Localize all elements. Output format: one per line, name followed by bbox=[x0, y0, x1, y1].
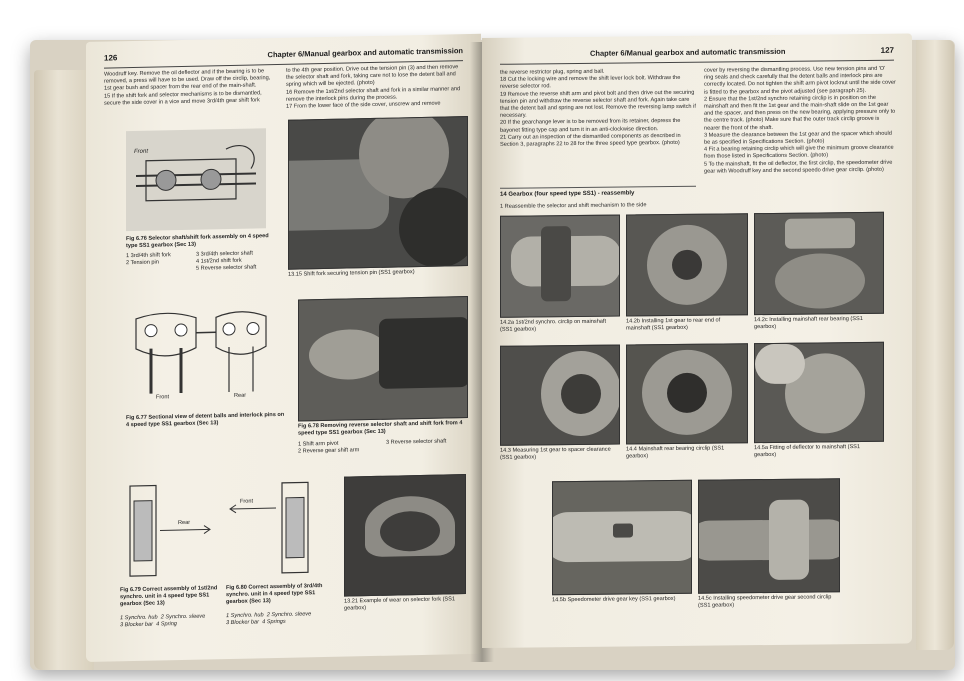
photo-14-4 bbox=[626, 343, 748, 444]
fig-6-78-caption bbox=[298, 420, 466, 437]
fig-6-80-front-label: Front bbox=[240, 498, 254, 505]
photo-14-3-caption: 14.3 Measuring 1st gear to spacer clearance (SS1 gearbox) bbox=[500, 446, 611, 461]
photo-14-5c bbox=[698, 478, 840, 593]
fig-6-78-items-b bbox=[386, 438, 466, 446]
right-text-col2: cover by reversing the dismantling process. Use new tension pins and 'O' ring seals and check carefully that the detent balls and interlock pins are correctly located. Do not tighten the shift arm pivot locknut until the side cover is fitted to the gearbox and the pivot adjusted (see paragraph 25). 2 Ensure that the 1st/2nd synchro retaining circlip is in position on the mainshaft and then fit the 1st gear and the main-shaft slide on the 1st gear and the spacer, and then press on the new bearing, applying pressure only to the centre track. (photo) Make sure that the outer track circlip groove is nearer the front of the shaft. 3 Measure the clearance between the 1st gear and the spacer which should be as specified in Specifications Section. (photo) 4 Fit a bearing retaining circlip which will give the minimum groove clearance from those listed in Specifications Section. (photo) 5 To the mainshaft, fit the oil deflector, the first circlip, the speedometer drive gear with Woodruff key and the second speedo drive gear circlip. (photo) bbox=[704, 65, 896, 175]
fig-6-78-items-a bbox=[298, 440, 388, 455]
photo-synchro bbox=[541, 226, 571, 301]
fig-6-79-item: 4 Spring bbox=[156, 620, 177, 628]
photo-hand bbox=[309, 329, 389, 381]
photo-bearing bbox=[785, 218, 855, 249]
fig-6-79-item: 3 Blocker bar bbox=[120, 621, 153, 629]
fig-6-79-items bbox=[120, 613, 220, 629]
fig-6-78-photo bbox=[298, 296, 468, 422]
left-intro-text-col2: to the 4th gear position. Drive out the tension pin (3) and then remove the selector shaft and fork, taking care not to lose the detent ball and spring which will be ejected. (photo) 16 Remove the 1st/2nd selector shaft and fork in a similar manner and remove the interlock pins during the process. 17 From the lower face of the side cover, unscrew and remove bbox=[286, 64, 461, 110]
photo-13-15-caption: 13.15 Shift fork securing tension pin (SS1 gearbox) bbox=[288, 269, 415, 278]
photo-13-21 bbox=[344, 474, 466, 597]
left-page-number: 126 bbox=[104, 53, 118, 63]
fig-6-76-item: 1 3rd/4th shift fork bbox=[126, 252, 171, 260]
fig-6-80-item: 4 Springs bbox=[262, 618, 286, 626]
fig-6-79-caption-text: Fig 6.79 Correct assembly of 1st/2nd synchro. unit in 4 speed type SS1 gearbox (Sec 13) bbox=[120, 585, 218, 607]
left-page-chapter-title: Chapter 6/Manual gearbox and automatic transmission bbox=[267, 46, 463, 60]
left-page bbox=[86, 34, 481, 662]
right-page-chapter-title: Chapter 6/Manual gearbox and automatic transmission bbox=[590, 46, 786, 58]
photo-hand bbox=[755, 344, 805, 385]
fig-6-77-caption-text: Fig 6.77 Sectional view of detent balls and interlock pins on 4 speed type SS1 gearbox (Sec 13) bbox=[126, 411, 285, 428]
right-page bbox=[482, 33, 912, 648]
fig-6-80-item: 2 Synchro. sleeve bbox=[266, 611, 312, 619]
photo-14-5a bbox=[754, 342, 884, 443]
photo-14-5c-caption: 14.5c Installing speedometer drive gear second circlip (SS1 gearbox) bbox=[698, 594, 832, 609]
photo-14-2a-caption: 14.2a 1st/2nd synchro. circlip on mainshaft (SS1 gearbox) bbox=[500, 318, 607, 333]
fig-6-80-item: 1 Synchro. hub bbox=[226, 612, 264, 620]
fig-6-76-item: 3 3rd/4th selector shaft bbox=[196, 250, 253, 258]
photo-14-4-caption: 14.4 Mainshaft rear bearing circlip (SS1 gearbox) bbox=[626, 445, 725, 460]
photo-13-15 bbox=[288, 116, 468, 270]
fig-6-80-caption-text: Fig 6.80 Correct assembly of 3rd/4th synchro. unit in 4 speed type SS1 gearbox (Sec 13) bbox=[226, 583, 323, 605]
fig-6-76-caption-text: Fig 6.76 Selector shaft/shift fork assembly on 4 speed type SS1 gearbox (Sec 13) bbox=[126, 233, 269, 249]
photo-key bbox=[613, 523, 633, 537]
fig-6-79-caption bbox=[120, 585, 220, 607]
fig-6-77-caption bbox=[126, 412, 286, 429]
fig-6-80-caption bbox=[226, 583, 326, 605]
fig-6-80-drawing bbox=[226, 477, 322, 579]
fig-6-76-drawing bbox=[126, 128, 266, 231]
photo-bearing-center bbox=[667, 373, 707, 413]
left-intro-text-col1: Woodruff key. Remove the oil deflector and if the bearing is to be removed, a press will have to be used. Draw off the circlip, bearing, 1st gear bush and spacer from the rear end of the main-shaft. 15 If the shift fork and selector mechanisms is to be dismantled, secure the side cover in a vice and move 3rd/4th gear shift fork bbox=[104, 68, 271, 107]
fig-6-76-items-b bbox=[196, 250, 276, 272]
photo-14-2b bbox=[626, 213, 748, 316]
fig-6-76-caption bbox=[126, 233, 276, 250]
fig-6-78-item: 3 Reverse selector shaft bbox=[386, 438, 447, 446]
photo-shadow bbox=[399, 187, 468, 269]
right-page-number: 127 bbox=[880, 45, 894, 55]
photo-14-2b-caption: 14.2b Installing 1st gear to rear end of mainshaft (SS1 gearbox) bbox=[626, 317, 721, 332]
right-page-header bbox=[500, 46, 894, 65]
photo-gear-hub bbox=[672, 250, 702, 280]
photo-gear bbox=[775, 253, 865, 309]
fig-6-79-item: 2 Synchro. sleeve bbox=[160, 613, 206, 621]
section-14-heading: 14 Gearbox (four speed type SS1) - reassembly bbox=[500, 186, 696, 198]
fig-6-76-item: 2 Tension pin bbox=[126, 259, 159, 266]
page-edges-right bbox=[916, 40, 954, 650]
fig-6-76-item: 4 1st/2nd shift fork bbox=[196, 257, 242, 265]
fig-6-79-item: 1 Synchro. hub bbox=[120, 614, 158, 622]
photo-14-5a-caption: 14.5a Fitting of deflector to mainshaft (SS1 gearbox) bbox=[754, 444, 861, 458]
fig-6-79-drawing bbox=[120, 479, 216, 581]
fig-6-78-item: 1 Shift arm pivot bbox=[298, 440, 339, 448]
page-edges-left bbox=[34, 70, 94, 670]
fig-6-77-drawing bbox=[126, 306, 276, 409]
fig-6-80-diagram bbox=[226, 477, 322, 579]
fig-6-77-diagram bbox=[126, 306, 276, 409]
fig-6-76-front-label: Front bbox=[134, 148, 149, 155]
fig-6-80-item: 3 Blocker bar bbox=[226, 619, 259, 626]
fig-6-80-items bbox=[226, 611, 326, 627]
right-text-col1: the reverse restrictor plug, spring and ball. 18 Cut the locking wire and remove the shift lever lock bolt. Withdraw the reverse selector rod. 19 Remove the reverse shift arm and pivot bolt and then drive out the securing tension pin and withdraw the reverse selector shaft and fork. Again take care that the detent ball and spring are not lost. Remove the reversing lamp switch if necessary. 20 If the gearchange lever is to be removed from its retainer, depress the bayonet fitting type cap and turn it in an anti-clockwise direction. 21 Carry out an inspection of the dismantled components as described in Section 3, paragraphs 22 to 28 for the three speed type gearbox. (photo) bbox=[500, 68, 696, 148]
photo-mechanism bbox=[379, 317, 468, 389]
fig-6-79-rear-label: Rear bbox=[178, 519, 191, 527]
photo-14-2c-caption: 14.2c Installing mainshaft rear bearing (SS1 gearbox) bbox=[754, 316, 863, 330]
fig-6-79-diagram bbox=[120, 479, 216, 581]
photo-gear-hub bbox=[561, 374, 601, 414]
section-14-text: 1 Reassemble the selector and shift mechanism to the side bbox=[500, 202, 647, 210]
fig-6-77-front-label: Front bbox=[156, 394, 170, 401]
fig-6-78-caption-text: Fig 6.78 Removing reverse selector shaft and shift fork from 4 speed type SS1 gearbox (Sec 13) bbox=[298, 420, 463, 437]
fig-6-76-diagram bbox=[126, 128, 266, 231]
fig-6-76-items-a bbox=[126, 252, 196, 267]
photo-13-21-caption: 13.21 Example of wear on selector fork (SS1 gearbox) bbox=[344, 596, 455, 612]
photo-14-2a bbox=[500, 215, 620, 318]
photo-14-5b bbox=[552, 480, 692, 595]
photo-14-5b-caption: 14.5b Speedometer drive gear key (SS1 gearbox) bbox=[552, 595, 676, 604]
photo-drive-gear bbox=[769, 500, 809, 580]
photo-14-3 bbox=[500, 345, 620, 446]
fig-6-76-item: 5 Reverse selector shaft bbox=[196, 264, 257, 272]
fig-6-78-item: 2 Reverse gear shift arm bbox=[298, 447, 360, 455]
fig-6-77-rear-label: Rear bbox=[234, 392, 247, 399]
photo-14-2c bbox=[754, 212, 884, 315]
